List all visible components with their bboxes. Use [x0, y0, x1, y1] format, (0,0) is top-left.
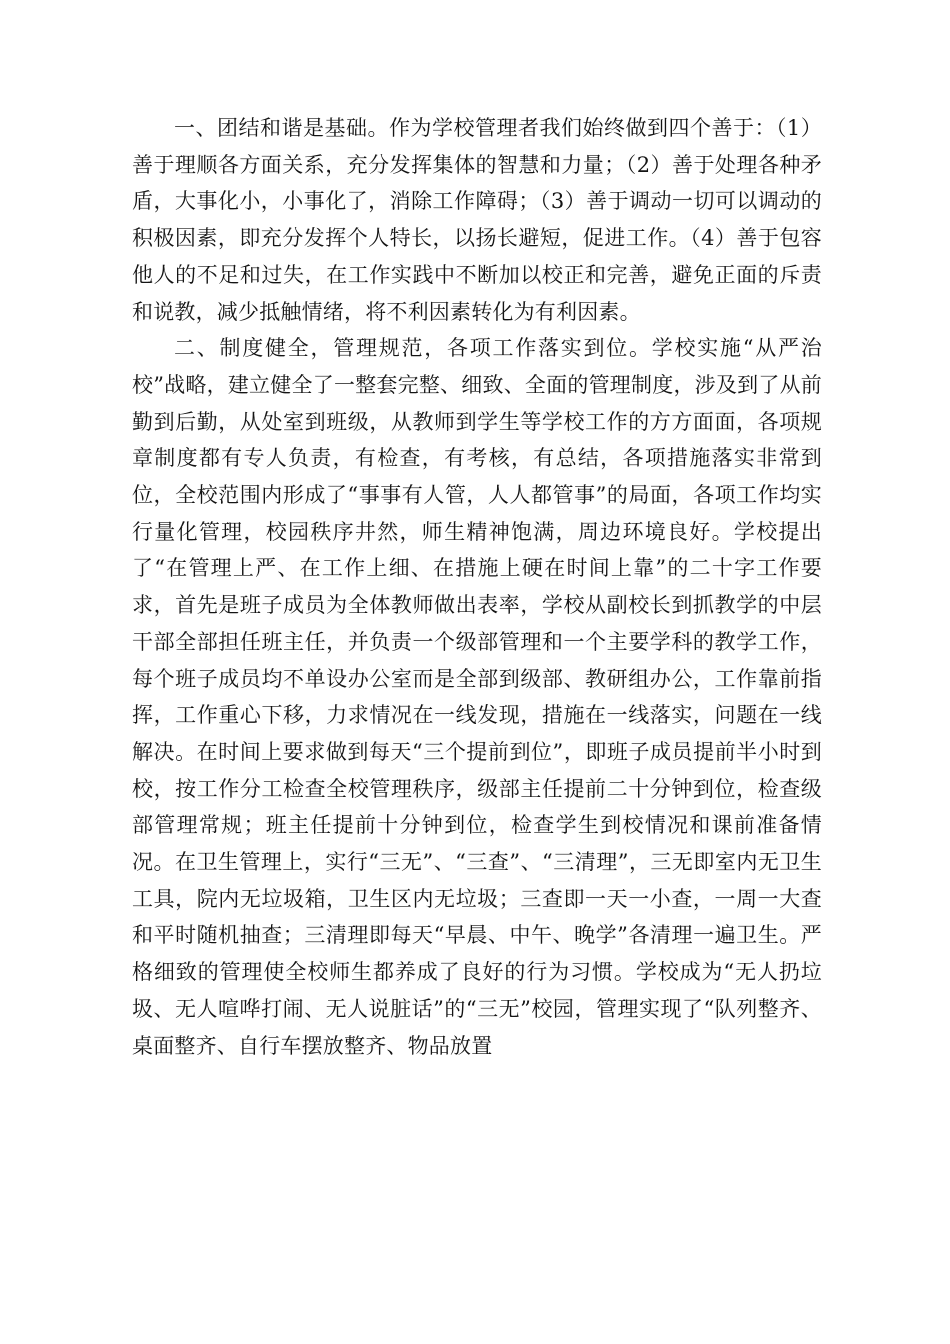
paragraph-rules-management: 二、制度健全，管理规范，各项工作落实到位。学校实施“从严治校”战略，建立健全了一整套完整、细致、全面的管理制度，涉及到了从前勤到后勤，从处室到班级，从教师到学生等学校工作的方方面面，各项规章制度都有专人负责，有检查，有考核，有总结，各项措施落实非常到位，全校范围内形成了“事事有人管，人人都管事”的局面，各项工作均实行量化管理，校园秩序井然，师生精神饱满，周边环境良好。学校提出了“在管理上严、在工作上细、在措施上硬在时间上靠”的二十字工作要求，首先是班子成员为全体教师做出表率，学校从副校长到抓教学的中层干部全部担任班主任，并负责一个级部管理和一个主要学科的教学工作，每个班子成员均不单设办公室而是全部到级部、教研组办公，工作靠前指挥，工作重心下移，力求情况在一线发现，措施在一线落实，问题在一线解决。在时间上要求做到每天“三个提前到位”，即班子成员提前半小时到校，按工作分工检查全校管理秩序，级部主任提前二十分钟到位，检查级部管理常规；班主任提前十分钟到位，检查学生到校情况和课前准备情况。在卫生管理上，实行“三无”、“三查”、“三清理”，三无即室内无卫生工具，院内无垃圾箱，卫生区内无垃圾；三查即一天一小查，一周一大查和平时随机抽查；三清理即每天“早晨、中午、晚学”各清理一遍卫生。严格细致的管理使全校师生都养成了良好的行为习惯。学校成为“无人扔垃圾、无人喧哗打闹、无人说脏话”的“三无”校园，管理实现了“队列整齐、桌面整齐、自行车摆放整齐、物品放置: [132, 336, 822, 1058]
paragraph-unity-harmony: 一、团结和谐是基础。作为学校管理者我们始终做到四个善于：（1）善于理顺各方面关系，充分发挥集体的智慧和力量；（2）善于处理各种矛盾，大事化小，小事化了，消除工作障碍；（3）善于调动一切可以调动的积极因素，即充分发挥个人特长，以扬长避短，促进工作。（4）善于包容他人的不足和过失，在工作实践中不断加以校正和完善，避免正面的斥责和说教，减少抵触情绪，将不利因素转化为有利因素。: [132, 116, 822, 324]
document-body: [132, 110, 822, 1064]
